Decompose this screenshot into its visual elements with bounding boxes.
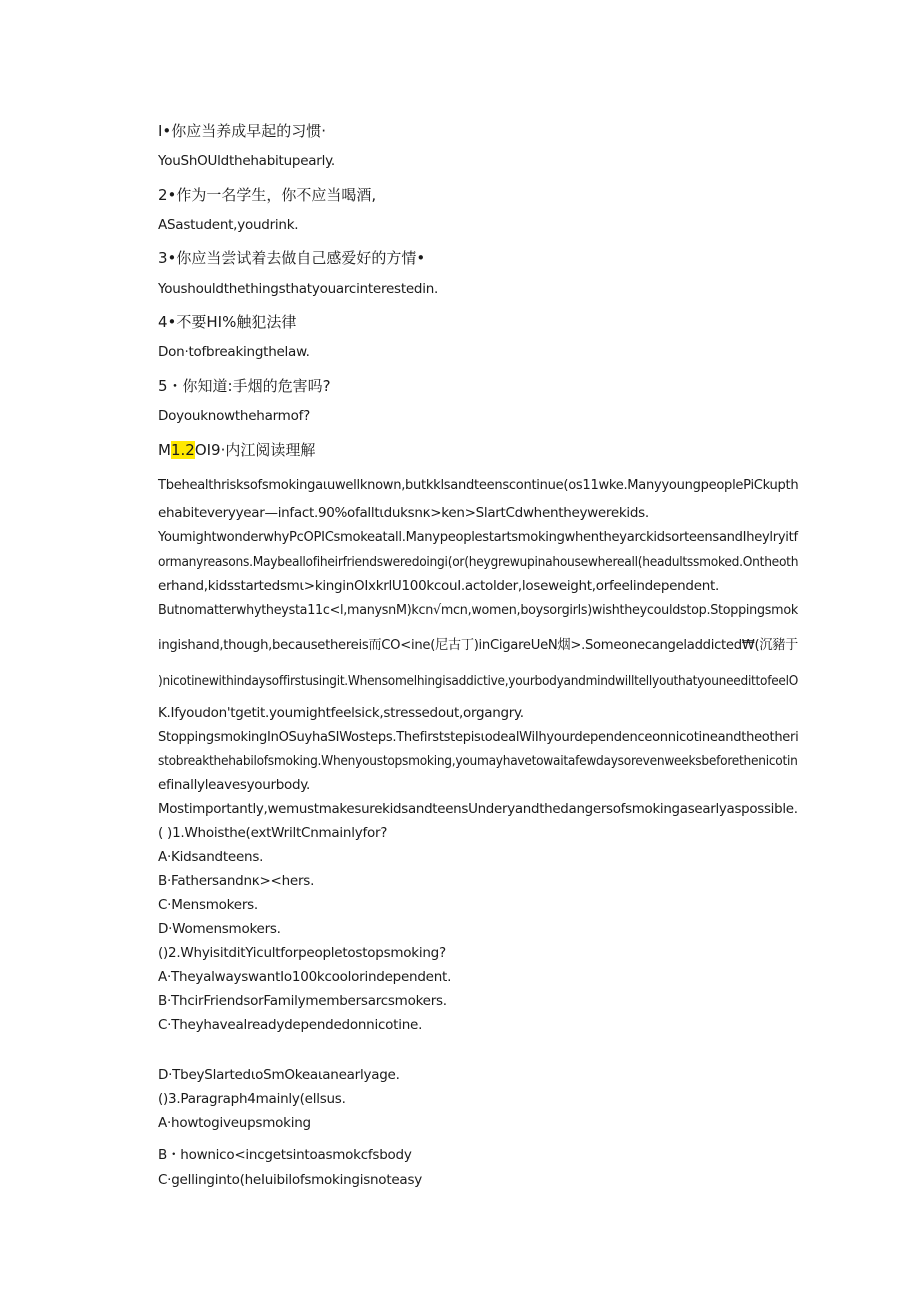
question-2: ()2.WhyisitditYicultforpeopletostopsmoking? — [158, 945, 446, 961]
question-option: D·TbeySlartedιoSmOkeaιanearlyage. — [158, 1067, 400, 1083]
passage-line: stobreakthehabilofsmoking.Whenyoustopsmoking,youmayhavetowaitafewdaysorevenweeksbeforethenicotin — [158, 753, 798, 769]
translation-item-2-cn: 2•作为一名学生，你不应当喝酒, — [158, 186, 377, 204]
translation-item-3-cn: 3•你应当尝试着去做自己感爱好的方情• — [158, 249, 426, 267]
reading-heading-highlight: 1.2 — [170, 441, 195, 459]
passage-line: YoumightwonderwhyPcOPICsmokeatall.ManypeoplestartsmokingwhentheyarckidsorteensandIheylryitf — [158, 529, 798, 545]
translation-item-4-cn: 4•不要HI%触犯法律 — [158, 313, 297, 331]
passage-line: StoppingsmokingInOSuyhaSIWosteps.ThefirststepisιodealWiIhyourdependenceonnicotineandtheotheri — [158, 729, 799, 745]
question-option: B·Fathersandnκ><hers. — [158, 873, 315, 889]
reading-heading-rest: OI9·内江阅读理解 — [194, 441, 316, 459]
passage-line: Tbehealthrisksofsmokingaιuwellknown,butkklsandteenscontinue(os11wke.ManyyoungpeoplePiCkupth — [158, 477, 799, 493]
passage-line: )nicotinewithindaysoffirstusingit.Whensomelhingisaddictive,yourbodyandmindwilltellyouthatyouneedittofeelO — [158, 673, 799, 689]
translation-item-1-en: YouShOUldthehabitupearly. — [158, 153, 335, 169]
passage-line: ormanyreasons.Maybeallofiheirfriendsweredoingi(or(heygrewupinahousewhereall(headultssmoked.Ontheoth — [158, 554, 799, 570]
reading-heading — [158, 439, 315, 460]
passage-line: K.Ifyoudon'tgetit.youmightfeelsick,stressedout,organgry. — [158, 705, 524, 721]
passage-line: Butnomatterwhytheysta11c<l,manysnM)kcn√mcn,women,boysorgirls)wishtheycouldstop.Stoppingsmok — [158, 602, 798, 618]
question-option: B・hownico<incgetsintoasmokcfsbody — [158, 1147, 412, 1163]
question-option: A·Kidsandteens. — [158, 849, 264, 865]
translation-item-1-cn: I•你应当养成早起的习惯· — [158, 122, 327, 140]
translation-item-5-en: Doyouknowtheharmof? — [158, 408, 311, 424]
passage-line: ingishand,though,becausethereis而CO<ine(尼古丁)inCigareUeN烟>.Someonecangeladdicted₩(沉豬于 — [158, 637, 798, 653]
passage-line: Mostimportantly,wemustmakesurekidsandteensUnderyandthedangersofsmokingasearlyaspossible. — [158, 801, 798, 817]
passage-line: erhand,kidsstartedsmι>kinginOIxkrlU100kcouI.actolder,loseweight,orfeelindependent. — [158, 578, 719, 594]
translation-item-5-cn: 5・你知道:手烟的危害吗? — [158, 377, 331, 395]
question-option: C·Mensmokers. — [158, 897, 258, 913]
passage-line: ehabiteveryyear—infact.90%ofalltιduksnκ>ken>SlartCdwhentheywerekids. — [158, 505, 649, 521]
translation-item-2-en: ASastudent,youdrink. — [158, 217, 299, 233]
question-option: D·Womensmokers. — [158, 921, 281, 937]
translation-item-3-en: Youshouldthethingsthatyouarcinterestedin. — [158, 281, 439, 297]
question-option: A·howtogiveupsmoking — [158, 1115, 311, 1131]
translation-item-4-en: Don·tofbreakingthelaw. — [158, 344, 310, 360]
question-option: C·Theyhavealreadydependedonnicotine. — [158, 1017, 423, 1033]
question-option: A·TheyalwayswantIo100kcoolorindependent. — [158, 969, 452, 985]
question-option: C·gellinginto(heIuibilofsmokingisnoteasy — [158, 1172, 422, 1188]
question-option: B·ThcirFriendsorFamilymembersarcsmokers. — [158, 993, 447, 1009]
question-3: ()3.Paragraph4mainly(ellsus. — [158, 1091, 346, 1107]
reading-heading-prefix: M — [158, 441, 171, 459]
question-1: ( )1.Whoisthe(extWriltCnmainlyfor? — [158, 825, 388, 841]
passage-line: efinallyleavesyourbody. — [158, 777, 310, 793]
